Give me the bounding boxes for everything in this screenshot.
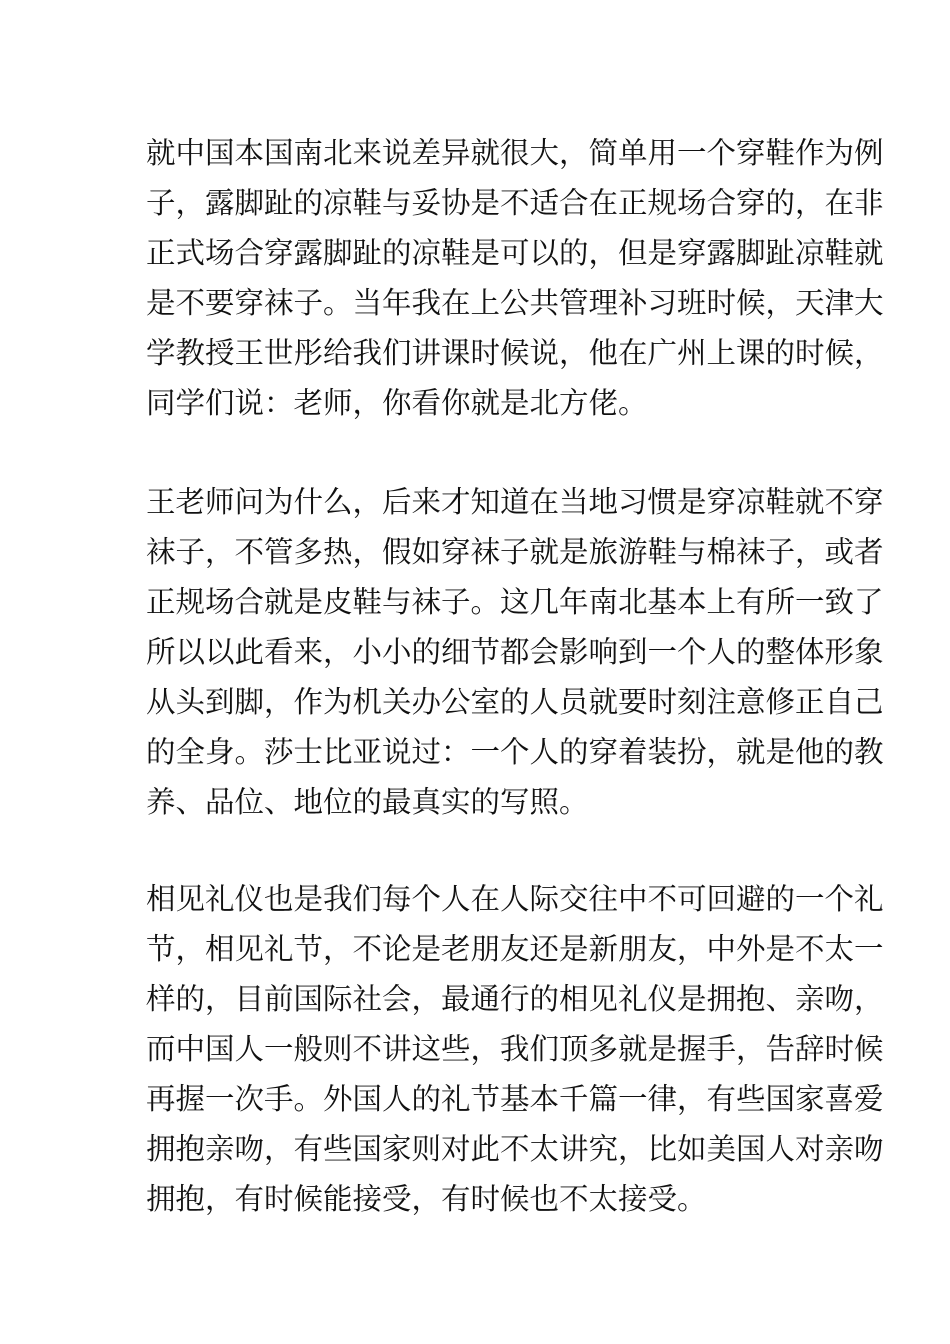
paragraph-2 — [146, 477, 884, 827]
text-line: 子，露脚趾的凉鞋与妥协是不适合在正规场合穿的，在非 — [146, 186, 884, 220]
text-line: 学教授王世彤给我们讲课时候说，他在广州上课的时候， — [146, 336, 884, 370]
text-line: 拥抱亲吻，有些国家则对此不太讲究，比如美国人对亲吻 — [146, 1132, 884, 1166]
text-line: 同学们说：老师，你看你就是北方佬。 — [146, 386, 648, 420]
text-line: 养、品位、地位的最真实的写照。 — [146, 785, 589, 819]
text-line: 就中国本国南北来说差异就很大，简单用一个穿鞋作为例 — [146, 136, 884, 170]
paragraph-1 — [146, 128, 884, 428]
text-line: 拥抱，有时候能接受，有时候也不太接受。 — [146, 1182, 707, 1216]
paragraph-3 — [146, 874, 884, 1224]
text-line: 正规场合就是皮鞋与袜子。这几年南北基本上有所一致了 — [146, 585, 884, 619]
text-line: 相见礼仪也是我们每个人在人际交往中不可回避的一个礼 — [146, 882, 884, 916]
text-line: 再握一次手。外国人的礼节基本千篇一律，有些国家喜爱 — [146, 1082, 884, 1116]
text-line: 的全身。莎士比亚说过：一个人的穿着装扮，就是他的教 — [146, 735, 884, 769]
text-line: 样的，目前国际社会，最通行的相见礼仪是拥抱、亲吻， — [146, 982, 884, 1016]
text-line: 节，相见礼节，不论是老朋友还是新朋友，中外是不太一 — [146, 932, 884, 966]
text-line: 王老师问为什么，后来才知道在当地习惯是穿凉鞋就不穿 — [146, 485, 884, 519]
text-line: 正式场合穿露脚趾的凉鞋是可以的，但是穿露脚趾凉鞋就 — [146, 236, 884, 270]
text-line: 所以以此看来，小小的细节都会影响到一个人的整体形象 — [146, 635, 884, 669]
text-line: 而中国人一般则不讲这些，我们顶多就是握手，告辞时候 — [146, 1032, 884, 1066]
text-line: 从头到脚，作为机关办公室的人员就要时刻注意修正自己 — [146, 685, 884, 719]
text-line: 是不要穿袜子。当年我在上公共管理补习班时候，天津大 — [146, 286, 884, 320]
text-line: 袜子，不管多热，假如穿袜子就是旅游鞋与棉袜子，或者 — [146, 535, 884, 569]
